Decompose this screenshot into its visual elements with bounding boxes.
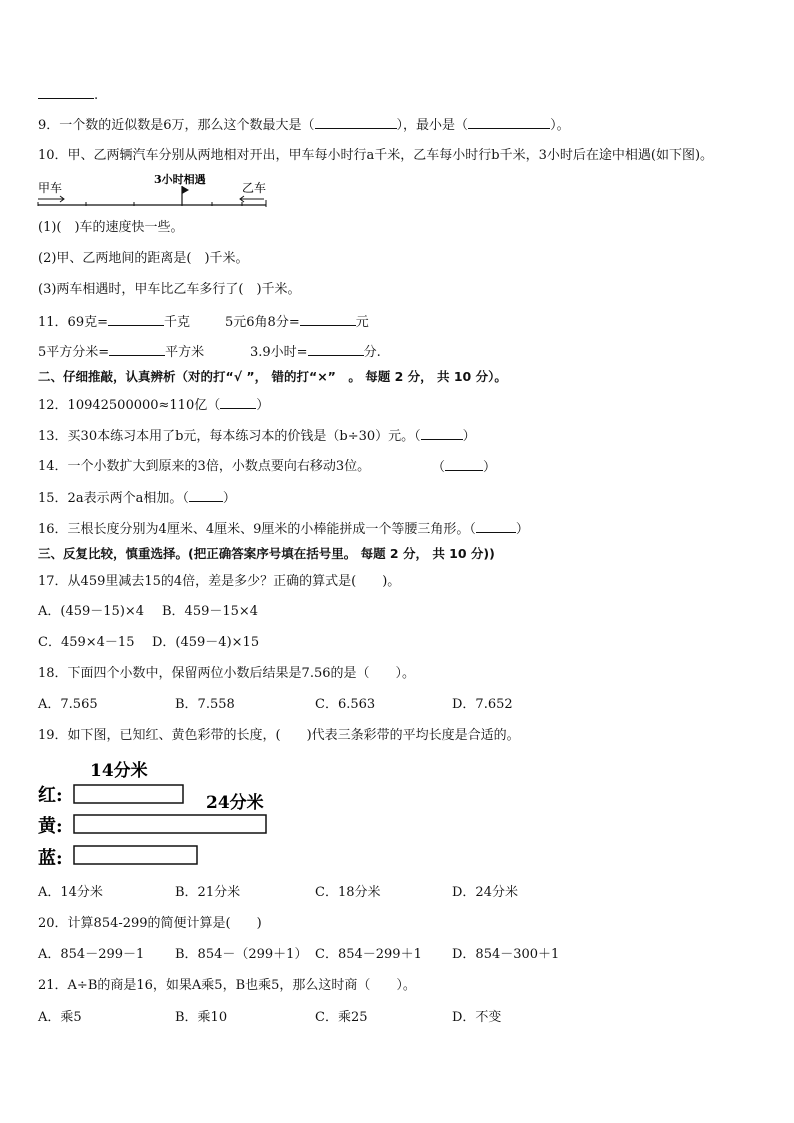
q21-option-d[interactable]: D．不变 — [452, 1010, 502, 1025]
section-2-heading: 二、仔细推敲，认真辨析（对的打“√ ”， 错的打“×” 。 每题 2 分， 共 10 分）。 — [38, 369, 507, 384]
question-17-stem: 17．从459里减去15的4倍，差是多少？正确的算式是( )。 — [38, 574, 401, 589]
q17-option-b[interactable]: B．459－15×4 — [162, 604, 259, 619]
question-19-stem: 19．如下图，已知红、黄色彩带的长度，( )代表三条彩带的平均长度是合适的。 — [38, 728, 520, 743]
car-b-label: 乙车 — [242, 181, 267, 195]
question-13: 13．买30本练习本用了b元，每本练习本的价钱是（b÷30）元。（ ） — [38, 429, 476, 444]
question-10-stem: 10．甲、乙两辆汽车分别从两地相对开出，甲车每小时行a千米，乙车每小时行b千米，3小时后在途中相遇(如下图)。 — [38, 148, 714, 163]
question-14-blank: （ ） — [432, 460, 497, 475]
hour-ticks — [38, 200, 266, 207]
meeting-diagram — [36, 170, 276, 210]
q19-option-b[interactable]: B．21分米 — [175, 885, 241, 900]
red-length-label: 14分米 — [90, 761, 148, 781]
q21-option-a[interactable]: A．乘5 — [38, 1010, 82, 1025]
ribbon-diagram — [34, 758, 284, 870]
question-10-part-2: (2)甲、乙两地间的距离是( )千米。 — [38, 251, 249, 266]
yellow-ribbon — [74, 815, 266, 833]
answer-blank[interactable] — [108, 313, 164, 326]
question-15: 15．2a表示两个a相加。（ ） — [38, 491, 236, 506]
q20-option-b[interactable]: B．854－（299＋1） — [175, 947, 308, 962]
yellow-label: 黄: — [38, 816, 63, 837]
answer-blank[interactable] — [300, 313, 356, 326]
question-11-row-1: 11．69克= 千克 — [38, 315, 190, 330]
judge-blank[interactable] — [189, 489, 223, 502]
red-label: 红: — [38, 785, 63, 806]
q20-option-a[interactable]: A．854－299－1 — [38, 947, 145, 962]
q19-option-d[interactable]: D．24分米 — [452, 885, 518, 900]
blue-label: 蓝: — [38, 848, 63, 869]
answer-blank[interactable] — [109, 343, 165, 356]
blue-ribbon — [74, 846, 197, 864]
question-10-part-1: (1)( )车的速度快一些。 — [38, 220, 184, 235]
q18-option-d[interactable]: D．7.652 — [452, 697, 513, 712]
question-11-row-1b: 5元6角8分= 元 — [225, 315, 369, 330]
question-14: 14．一个小数扩大到原来的3倍，小数点要向右移动3位。 — [38, 459, 371, 474]
question-21-stem: 21．A÷B的商是16，如果A乘5，B也乘5，那么这时商（ ）。 — [38, 978, 416, 993]
q18-option-c[interactable]: C．6.563 — [315, 697, 376, 712]
answer-blank[interactable] — [308, 343, 364, 356]
question-12: 12．10942500000≈110亿（ ） — [38, 398, 270, 413]
q20-option-c[interactable]: C．854－299＋1 — [315, 947, 422, 962]
yellow-length-label: 24分米 — [206, 793, 264, 813]
question-10-part-3: (3)两车相遇时，甲车比乙车多行了( )千米。 — [38, 282, 301, 297]
red-ribbon — [74, 785, 183, 803]
answer-blank-max[interactable] — [315, 116, 397, 129]
q17-option-c[interactable]: C．459×4－15 — [38, 635, 135, 650]
section-3-heading: 三、反复比较，慎重选择。(把正确答案序号填在括号里。 每题 2 分， 共 10 分)) — [38, 546, 495, 561]
answer-blank[interactable] — [38, 86, 94, 99]
question-11-row-2: 5平方分米= 平方米 — [38, 345, 205, 360]
q21-option-c[interactable]: C．乘25 — [315, 1010, 368, 1025]
question-9: 9．一个数的近似数是6万，那么这个数最大是（ ），最小是（ ）。 — [38, 118, 570, 133]
judge-blank[interactable] — [220, 396, 256, 409]
judge-blank[interactable] — [476, 520, 516, 533]
q18-option-b[interactable]: B．7.558 — [175, 697, 235, 712]
q17-option-d[interactable]: D．(459－4)×15 — [152, 635, 260, 650]
q8-tail: . — [38, 86, 98, 105]
q21-option-b[interactable]: B．乘10 — [175, 1010, 228, 1025]
car-a-label: 甲车 — [38, 181, 63, 195]
question-18-stem: 18．下面四个小数中，保留两位小数后结果是7.56的是（ ）。 — [38, 666, 415, 681]
judge-blank[interactable] — [445, 458, 483, 471]
q19-option-a[interactable]: A．14分米 — [38, 885, 103, 900]
q20-option-d[interactable]: D．854－300＋1 — [452, 947, 560, 962]
question-20-stem: 20．计算854-299的简便计算是( ) — [38, 916, 262, 931]
question-16: 16．三根长度分别为4厘米、4厘米、9厘米的小棒能拼成一个等腰三角形。（ ） — [38, 522, 529, 537]
q19-option-c[interactable]: C．18分米 — [315, 885, 381, 900]
answer-blank-min[interactable] — [468, 116, 550, 129]
meet-label: 3小时相遇 — [154, 173, 206, 186]
question-11-row-2b: 3.9小时= 分. — [250, 345, 381, 360]
flag-icon — [182, 186, 189, 194]
q18-option-a[interactable]: A．7.565 — [38, 697, 98, 712]
judge-blank[interactable] — [421, 427, 463, 440]
q17-option-a[interactable]: A．(459－15)×4 — [38, 604, 145, 619]
